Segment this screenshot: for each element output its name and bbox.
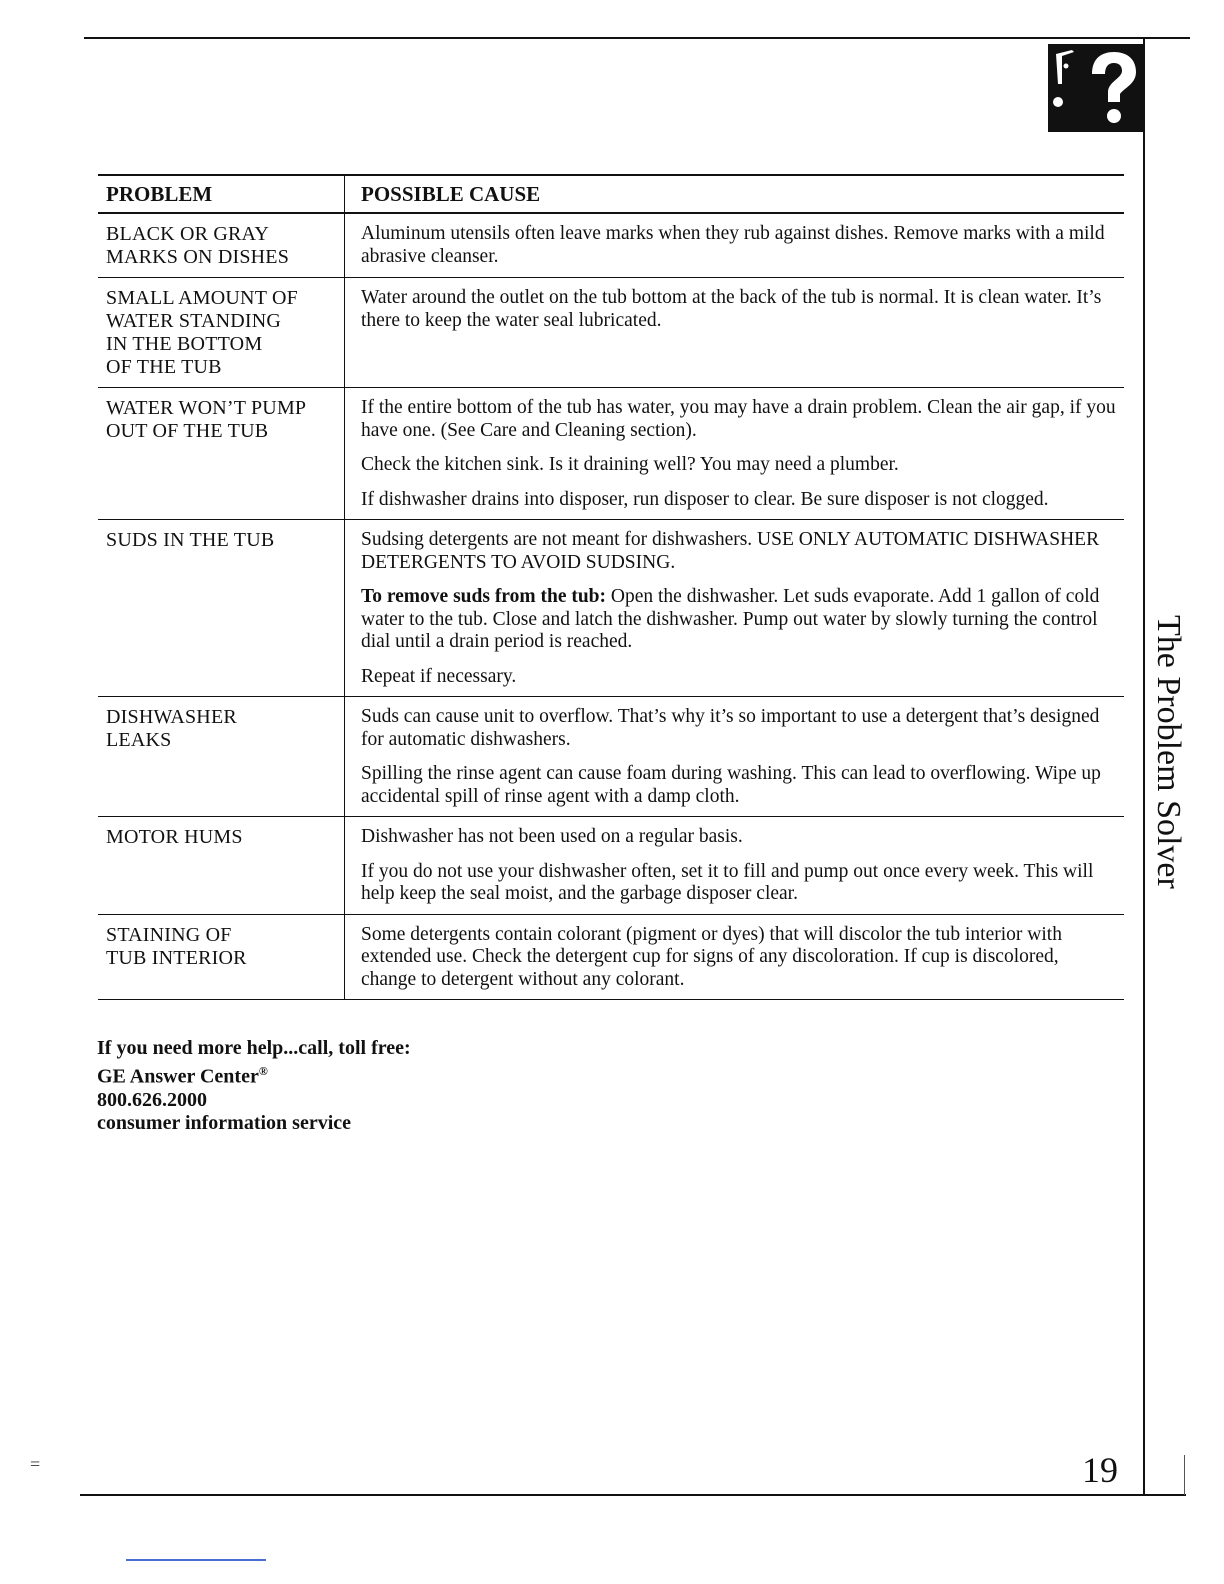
blue-underline [126,1559,266,1561]
cause-cell [344,278,1124,387]
table-row [98,388,1124,520]
bottom-rule [80,1494,1186,1496]
table-row [98,817,1124,915]
cause-paragraph: Suds can cause unit to overflow. That’s why it’s so important to use a detergent that’s designed for automatic dishwashers. [361,706,1100,750]
cause-cell [344,214,1124,277]
answer-center-line: GE Answer Center® [97,1064,268,1088]
cause-paragraph: If the entire bottom of the tub has water, you may have a drain problem. Clean the air gap, if you have one. (See Care and Cleaning section). [361,397,1116,441]
cause-paragraph: If dishwasher drains into disposer, run disposer to clear. Be sure disposer is not clogged. [361,488,1049,510]
cause-paragraph: Some detergents contain colorant (pigment or dyes) that will discolor the tub interior with extended use. Check the detergent cup for signs of any discoloration. If cup is discolored, change to detergent without any colorant. [361,923,1062,990]
cause-paragraph: Repeat if necessary. [361,665,517,687]
service-name: consumer information service [97,1111,352,1134]
cause-paragraph: Dishwasher has not been used on a regular basis. [361,826,743,847]
table-row [98,697,1124,817]
cause-paragraph: Aluminum utensils often leave marks when they rub against dishes. Remove marks with a mild abrasive cleanser. [361,223,1105,267]
margin-mark: = [30,1454,41,1474]
registered-mark: ® [258,1064,268,1078]
cause-cell [344,817,1124,914]
question-mark-icon [1048,44,1145,132]
cause-paragraph: Sudsing detergents are not meant for dishwashers. USE ONLY AUTOMATIC DISHWASHER DETERGENTS TO AVOID SUDSING. [361,529,1100,573]
cause-lead: To remove suds from the tub: [361,586,607,607]
table-row [98,278,1124,388]
problem-cell: SUDS IN THE TUB [106,529,275,551]
header-problem: PROBLEM [106,181,213,206]
cause-paragraph: Spilling the rinse agent can cause foam during washing. This can lead to overflowing. Wipe up accidental spill of rinse agent with a damp cloth. [361,763,1101,807]
problem-cell: STAINING OF TUB INTERIOR [106,923,247,969]
cause-paragraph: Check the kitchen sink. Is it draining well? You may need a plumber. [361,454,899,475]
cause-cell [344,697,1124,816]
help-contact-block [97,1037,411,1135]
cause-cell [344,388,1124,519]
cause-paragraph: Water around the outlet on the tub bottom at the back of the tub is normal. It is clean water. It’s there to keep the water seal lubricated. [361,287,1102,331]
section-side-title: The Problem Solver [1150,615,1187,889]
table-header [98,174,1124,214]
header-possible-cause: POSSIBLE CAUSE [344,176,1124,212]
help-intro: If you need more help...call, toll free: [97,1037,411,1059]
problem-cell: BLACK OR GRAY MARKS ON DISHES [106,223,290,268]
problem-cell: MOTOR HUMS [106,826,243,848]
problem-cell: WATER WON’T PUMP OUT OF THE TUB [106,397,307,442]
top-rule [84,37,1190,39]
cause-cell [344,915,1124,1000]
cause-paragraph: To remove suds from the tub: Open the dishwasher. Let suds evaporate. Add 1 gallon of cold water to the tub. Close and latch the dishwasher. Pump out water by slowly turning the control dial until a drain period is reached. [361,586,1100,652]
table-row [98,915,1124,1001]
problem-cell: DISHWASHER LEAKS [106,706,237,751]
cause-cell [344,520,1124,696]
table-row [98,520,1124,697]
cause-paragraph: If you do not use your dishwasher often, set it to fill and pump out once every week. This will help keep the seal moist, and the garbage disposer clear. [361,860,1094,904]
phone-number: 800.626.2000 [97,1088,207,1111]
table-row [98,214,1124,278]
right-rule [1143,39,1145,1494]
problem-table [98,174,1124,1000]
bottom-right-tick [1184,1455,1185,1495]
problem-cell: SMALL AMOUNT OF WATER STANDING IN THE BOTTOM OF THE TUB [106,287,298,378]
page-number: 19 [1082,1450,1118,1490]
